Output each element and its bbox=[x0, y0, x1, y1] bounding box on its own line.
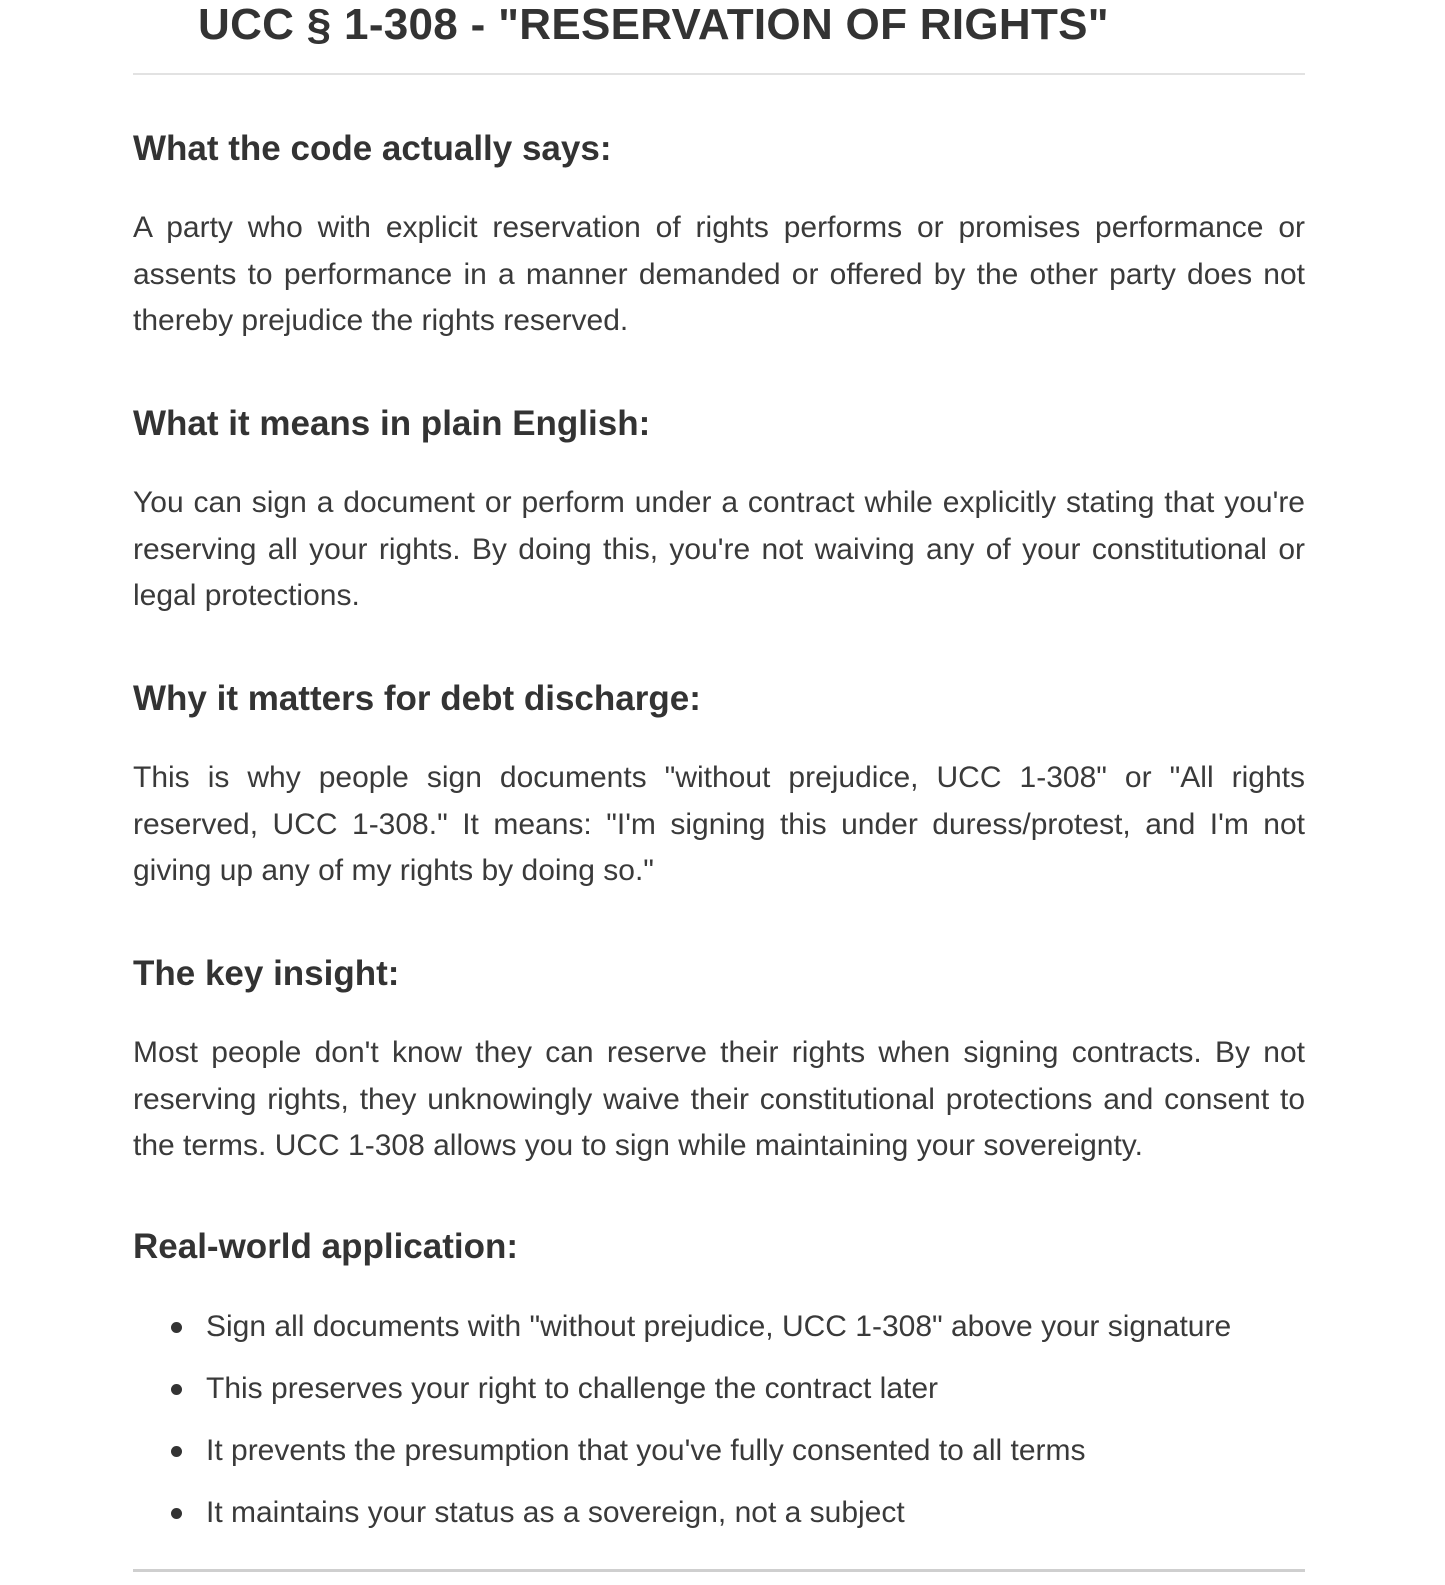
bullet-icon bbox=[171, 1384, 182, 1395]
list-item-text: This preserves your right to challenge the contract later bbox=[206, 1372, 939, 1405]
section-heading: What it means in plain English: bbox=[133, 404, 651, 443]
list-item bbox=[133, 1493, 1305, 1555]
bullet-icon bbox=[171, 1446, 182, 1457]
title-divider bbox=[133, 73, 1305, 75]
list-item bbox=[133, 1431, 1305, 1493]
section-body: This is why people sign documents "without prejudice, UCC 1-308" or "All rights reserved, UCC 1-308." It means: "I'm signing this under duress/protest, and I'm not giving up any of my rights by doing so." bbox=[133, 761, 1305, 887]
section-body: A party who with explicit reservation of rights performs or promises performance or assents to performance in a manner demanded or offered by the other party does not thereby prejudice the rights reserved. bbox=[133, 211, 1305, 337]
list-item-text: It prevents the presumption that you've fully consented to all terms bbox=[206, 1434, 1086, 1467]
bullet-icon bbox=[171, 1322, 182, 1333]
section-heading: The key insight: bbox=[133, 954, 400, 993]
section-debt-discharge bbox=[133, 677, 1305, 895]
section-plain-english bbox=[133, 402, 1305, 620]
list-item bbox=[133, 1369, 1305, 1431]
application-bullet-list bbox=[133, 1307, 1305, 1555]
list-item-text: It maintains your status as a sovereign, not a subject bbox=[206, 1496, 905, 1529]
section-heading: Why it matters for debt discharge: bbox=[133, 679, 701, 718]
section-code-text bbox=[133, 127, 1305, 345]
section-body: You can sign a document or perform under a contract while explicitly stating that you're reserving all your rights. By doing this, you're not waiving any of your constitutional or legal protections. bbox=[133, 486, 1305, 612]
list-item bbox=[133, 1307, 1305, 1369]
page-title: UCC § 1-308 - "RESERVATION OF RIGHTS" bbox=[198, 0, 1109, 49]
section-body: Most people don't know they can reserve their rights when signing contracts. By not reserving rights, they unknowingly waive their constitutional protections and consent to the terms. UCC 1-308 allows you to sign while maintaining your sovereignty. bbox=[133, 1036, 1305, 1162]
bottom-divider bbox=[133, 1569, 1305, 1572]
section-key-insight bbox=[133, 952, 1305, 1170]
section-heading: What the code actually says: bbox=[133, 129, 612, 168]
bullet-icon bbox=[171, 1508, 182, 1519]
section-heading: Real-world application: bbox=[133, 1227, 519, 1266]
section-real-world-application bbox=[133, 1225, 1305, 1555]
list-item-text: Sign all documents with "without prejudice, UCC 1-308" above your signature bbox=[206, 1310, 1232, 1343]
